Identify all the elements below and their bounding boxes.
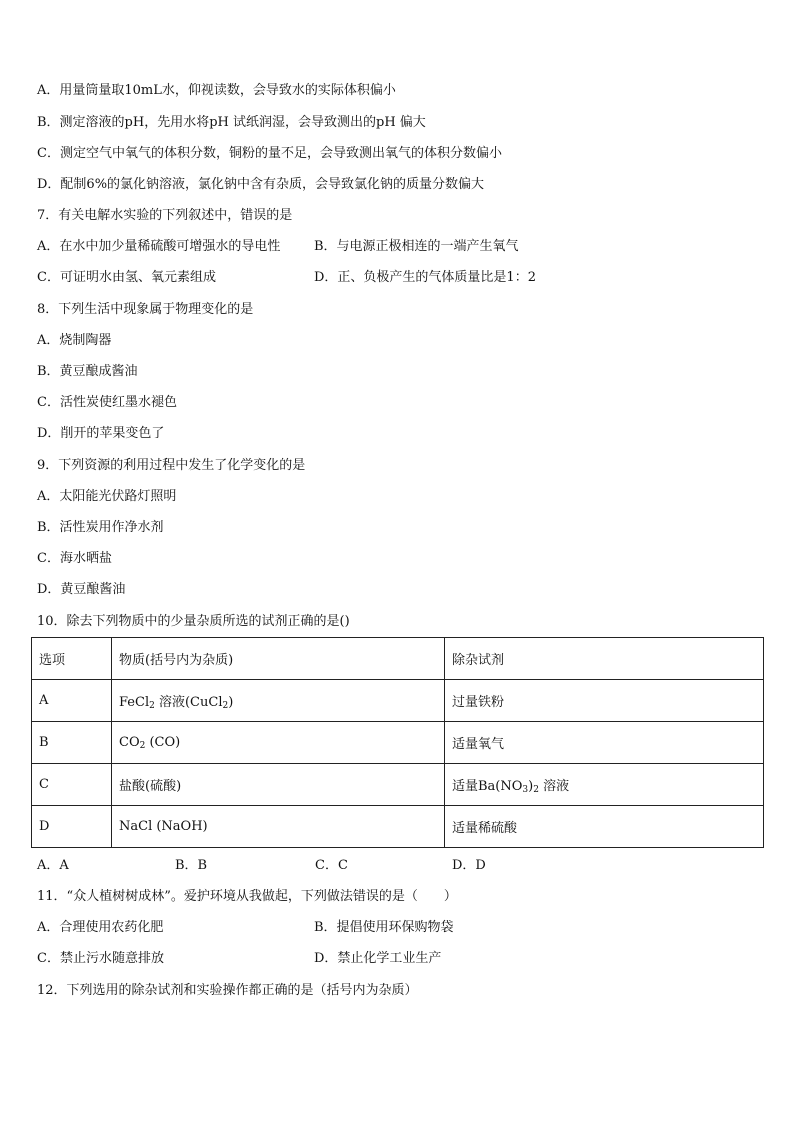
row-reagent: 适量稀硫酸 xyxy=(445,806,764,848)
q8-option-c: C．活性炭使红墨水褪色 xyxy=(37,395,177,410)
q9-option-c: C．海水晒盐 xyxy=(37,551,112,566)
q7-option-a: A．在水中加少量稀硫酸可增强水的导电性 xyxy=(37,239,281,254)
q10-option-d: D．D xyxy=(452,858,486,873)
q9-option-a: A．太阳能光伏路灯照明 xyxy=(37,489,177,504)
row-substance: $CO_2$ (CO) xyxy=(112,722,445,764)
table-header-row xyxy=(32,638,764,680)
row-reagent: 适量$Ba(NO_3)_2$ 溶液 xyxy=(445,764,764,806)
row-option: C xyxy=(32,764,112,806)
header-reagent: 除杂试剂 xyxy=(445,638,764,680)
q11-option-d: D．禁止化学工业生产 xyxy=(314,951,442,966)
q11-stem: 11．“众人植树树成林”。爱护环境从我做起，下列做法错误的是（ ） xyxy=(37,889,457,904)
q11-option-b: B．提倡使用环保购物袋 xyxy=(314,920,454,935)
q6-option-c: C．测定空气中氧气的体积分数，铜粉的量不足，会导致测出氧气的体积分数偏小 xyxy=(37,146,502,161)
q6-option-d: D．配制6%的氯化钠溶液，氯化钠中含有杂质，会导致氯化钠的质量分数偏大 xyxy=(37,177,485,192)
q8-option-a: A．烧制陶器 xyxy=(37,333,112,348)
q11-option-c: C．禁止污水随意排放 xyxy=(37,951,164,966)
q8-option-d: D．削开的苹果变色了 xyxy=(37,426,165,441)
q7-option-b: B．与电源正极相连的一端产生氧气 xyxy=(314,239,519,254)
q7-option-d: D．正、负极产生的气体质量比是1：2 xyxy=(314,270,536,285)
row-option: B xyxy=(32,722,112,764)
q10-table xyxy=(31,637,764,848)
q7-option-c: C．可证明水由氢、氧元素组成 xyxy=(37,270,216,285)
row-option: A xyxy=(32,680,112,722)
table-row xyxy=(32,806,764,848)
q10-option-a: A．A xyxy=(37,858,69,873)
row-option: D xyxy=(32,806,112,848)
q6-option-a: A．用量筒量取10mL水，仰视读数，会导致水的实际体积偏小 xyxy=(37,83,396,98)
q12-stem: 12．下列选用的除杂试剂和实验操作都正确的是（括号内为杂质） xyxy=(37,983,418,998)
q9-option-d: D．黄豆酿酱油 xyxy=(37,582,126,597)
q10-option-c: C．C xyxy=(315,858,348,873)
q7-stem: 7．有关电解水实验的下列叙述中，错误的是 xyxy=(37,208,293,223)
q6-option-b: B．测定溶液的pH，先用水将pH 试纸润湿，会导致测出的pH 偏大 xyxy=(37,115,426,130)
q10-option-b: B．B xyxy=(175,858,208,873)
row-substance: NaCl (NaOH) xyxy=(112,806,445,848)
table-row xyxy=(32,722,764,764)
q9-stem: 9．下列资源的利用过程中发生了化学变化的是 xyxy=(37,458,306,473)
header-substance: 物质(括号内为杂质) xyxy=(112,638,445,680)
row-reagent: 过量铁粉 xyxy=(445,680,764,722)
table-row xyxy=(32,680,764,722)
table-row xyxy=(32,764,764,806)
row-reagent: 适量氧气 xyxy=(445,722,764,764)
q10-stem: 10．除去下列物质中的少量杂质所选的试剂正确的是() xyxy=(37,614,350,629)
row-substance: FeCl$_2$ 溶液(CuCl$_2$) xyxy=(112,680,445,722)
header-option: 选项 xyxy=(32,638,112,680)
q8-option-b: B．黄豆酿成酱油 xyxy=(37,364,138,379)
q11-option-a: A．合理使用农药化肥 xyxy=(37,920,164,935)
q9-option-b: B．活性炭用作净水剂 xyxy=(37,520,164,535)
q8-stem: 8．下列生活中现象属于物理变化的是 xyxy=(37,302,254,317)
row-substance: 盐酸(硫酸) xyxy=(112,764,445,806)
